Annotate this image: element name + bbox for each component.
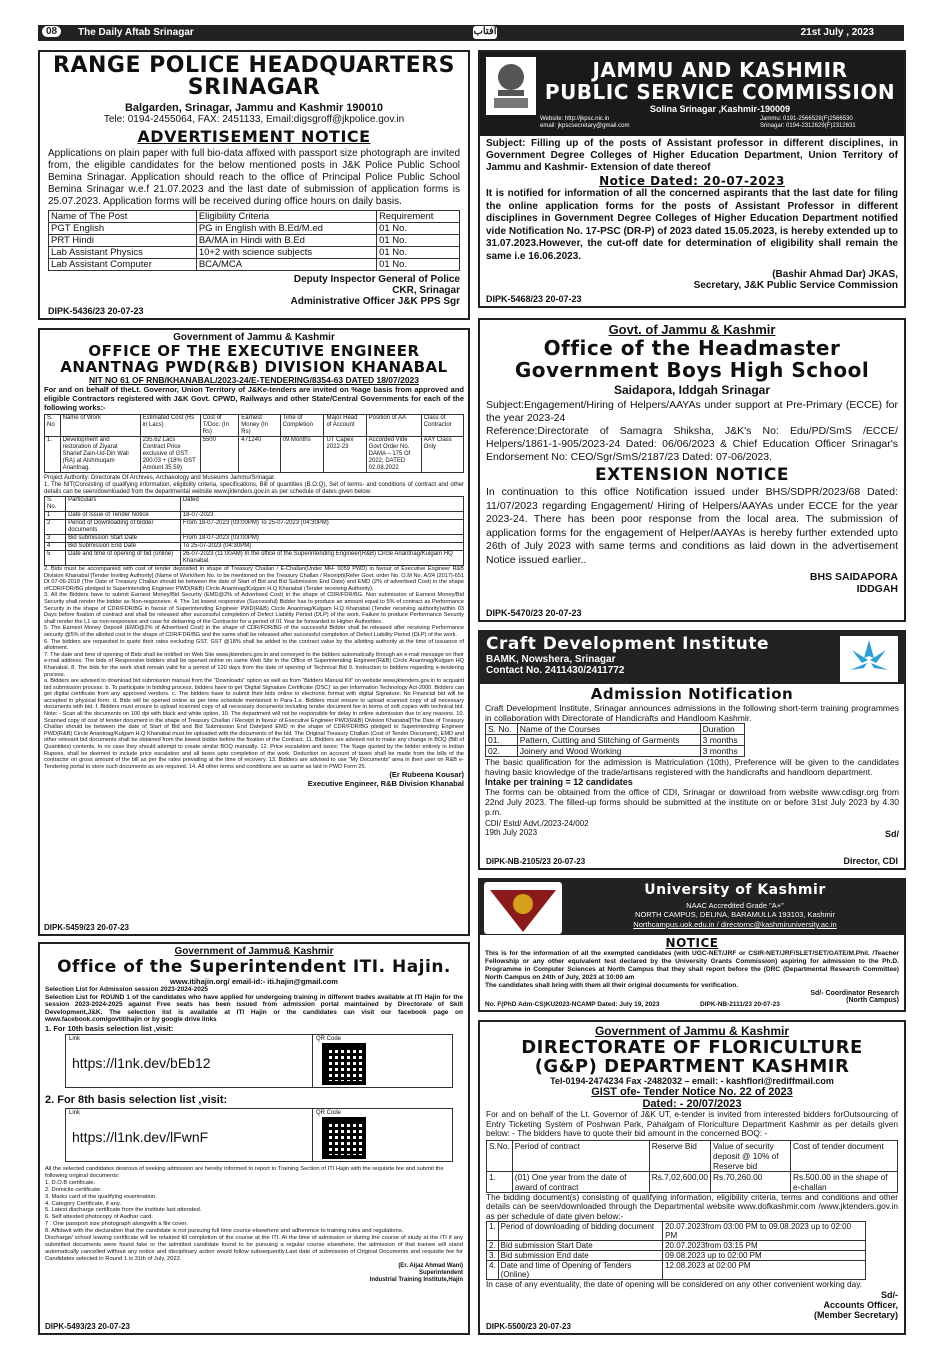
table-cell: Period of Downloading of bidder documents [66,520,181,535]
table-header-cell: S. No [45,415,61,437]
table-row [487,1171,898,1192]
table-row [487,1241,866,1251]
table-cell: 3. [487,1251,499,1261]
table-cell: 3 months [700,746,744,757]
government-line: Govt. of Jammu & Kashmir [608,322,776,337]
table-row [49,235,460,247]
table-header-cell: Position of AA [366,415,421,437]
ad-floriculture [478,1020,906,1335]
table-header-cell: Time of Completion [280,415,324,437]
dipk-ref: DIPK-5493/23 20-07-23 [45,1322,130,1331]
table-header-cell: S. No. [45,497,66,512]
table-header-cell: Cost of tender document [791,1140,898,1171]
ashoka-emblem-icon [486,57,536,115]
table-header-cell: Eligibility Criteria [196,211,376,223]
signatory: Secretary, J&K Public Service Commission [693,280,898,291]
dipk-ref: DIPK-5468/23 20-07-23 [486,294,582,304]
reference-number: CDI/ Estd/ Advt./2023-24/002 [485,819,589,828]
table-cell: From 18-07-2023 (03:00PM) [180,535,463,543]
table-cell: 09.08.2023 up to 02:00 PM [663,1251,866,1261]
ad-title: DIRECTORATE OF FLORICULTURE [521,1037,863,1058]
table-header-cell: Class of Contractor [421,415,463,437]
signatory: Superintendent [418,1269,463,1276]
list-item: 6. Self attested photocopy of Aadhar card. [45,1214,153,1221]
schedule-table [486,1221,866,1280]
section-heading: 1. For 10th basis selection list ,visit: [45,1023,174,1033]
table-cell: 471240 [239,437,280,473]
issue-date: 21st July , 2023 [800,27,874,38]
gist-line: GIST ofe- Tender Notice No. 22 of 2023 [591,1086,793,1098]
table-cell: UT Capex 2022-23 [324,437,366,473]
signatory: (Er Rubeena Kousar) [389,770,464,780]
signatory: BHS SAIDAPORA [809,571,898,583]
table-header-cell: Period of contract [512,1140,649,1171]
table-header-cell: S.No. [487,1140,513,1171]
table-row [45,551,464,566]
phone: Srinagar: 0194-2312629(F)2312631 [760,123,856,129]
table-row [486,746,745,757]
posts-table [48,210,460,271]
table-row [45,512,464,520]
signatory: Director, CDI [843,856,898,866]
qr-code-icon [322,1043,366,1085]
table-cell: 20.07.2023from 03:15 PM [663,1241,866,1251]
paper-logo: آفتاب [473,26,497,37]
masthead-bar [38,25,904,41]
table-cell: Bid submission Start Date [498,1241,662,1251]
table-cell: 1. [487,1171,513,1192]
signature-mark: Sd/ [884,829,899,839]
nit-clause: 1. The NIT(Consisting of qualifying information, eligibility criteria, specifications, Bill of quantities (B.O.Q), Set of terms- and conditions of contract and other details can be seen/downloaded from the departmental website www.jktenders.gov.in as per schedule of dates given below: [44,482,464,495]
table-cell: To 25-07-2023 (04:30PM) [180,543,463,551]
notice-body: It is notified for information of all the concerned aspirants that the last date for filing the online application forms for the posts of Assistant Professor in different disciplines in Government Degree Colleges of Higher Education Department notified vide Notification No. 17-PSC (DR-P) of 2023 dated 15.05.2023, is hereby extended up to 31.07.2023.However, the cut-off date for determination of eligibility shall remain the same i.e 16.06.2023. [486,188,898,262]
signature-mark: Sd/- [881,1289,898,1300]
ad-title: SRINAGAR [187,75,321,100]
ad-pwd-khanabal [38,328,470,936]
uok-header [480,880,904,935]
list-item: 2. Domicile certificate. [45,1186,102,1193]
signatory: IDDGAH [856,583,898,595]
contact-line: Tele: 0194-2455064, FAX: 2451133, Email:digsgroff@jkpolice.gov.in [103,114,405,125]
table-row [49,247,460,259]
table-cell: Rs.7,02,600.00 [649,1171,710,1192]
table-cell: 01 No. [377,235,460,247]
list-item: 5. Latest discharge certificate from the institute last attended. [45,1207,202,1214]
notice-heading: Admission Notification [590,685,794,703]
ad-title: Government Boys High School [514,358,870,382]
qualification: The basic qualification for the admission is Matriculation (10th), Preference will be given to the candidates having basic knowledge of the trade/artisans registered with the handicrafts and handloom department. [485,757,899,777]
table-header-cell: Name of Work [60,415,140,437]
qr-code-icon [322,1117,366,1159]
qr-label: QR Code [316,1109,342,1116]
government-line: Government of Jammu & Kashmir [173,332,335,343]
dipk-ref: DIPK-5436/23 20-07-23 [48,306,144,316]
dipk-ref: DIPK-NB-2105/23 20-07-23 [486,857,586,866]
table-cell: Lab Assistant Physics [49,247,197,259]
ad-title: Office of the Superintendent ITI. Hajin. [57,957,451,977]
signatory: Sd/- Coordinator Research [810,990,899,997]
table-cell: 1. [487,1222,499,1241]
table-row [486,735,745,746]
notice-heading: ADVERTISEMENT NOTICE [137,127,371,146]
phone: Jammu: 0191-2566528(F)2566530 [760,116,853,122]
table-header-cell: Dated [180,497,463,512]
notice-heading: EXTENSION NOTICE [594,465,789,485]
ad-craft-development-institute [478,630,906,870]
accreditation: NAAC Accredited Grade "A+" [686,901,784,910]
table-cell: 26-07-2023 (11:00AM) In the office of the Superintending Engineer(R&B) Circle Anantnag/Kulgam HQ Khanabal. [180,551,463,566]
list-item: 7 . One passport size photograph alongwith a file cover. [45,1221,188,1228]
table-header-cell: Value of security deposit @ 10% of Reserve bid [711,1140,791,1171]
notice-body: Applications on plain paper with full bio-data affixed with passport size photograph are invited from, the eligible candidates for the below mentioned posts in J&K Police Public School Bemina Srinagar. Application should reach to the office of Principal Police Public School Bemina Srinagar w.e.f 21.07.2023 and the last date of submission of application forms is 25.07.2023. Application forms will be received during office hours on daily basis. [48,148,460,207]
table-cell: Rs.500.00 in the shape of e-challan [791,1171,898,1192]
table-header-cell: Name of the Courses [517,724,700,735]
signatory: Deputy Inspector General of Police [293,274,460,285]
eventuality-note: In case of any eventuality, the date of opening will be considered on any other convenient working day. [486,1279,863,1289]
table-header-row [487,1140,898,1171]
cdi-header [480,632,904,684]
ad-title: JAMMU AND KASHMIR [592,58,848,82]
selection-list-link-10th[interactable]: https://l1nk.dev/bEb12 [72,1054,211,1071]
courses-table [485,723,745,757]
notice-heading: NOTICE [665,936,719,950]
intro: Craft Development Institute, Srinagar announces admissions in the following short-term training programmes in collaboration with Directorate of Handicrafts and Handloom Kashmir. [485,703,899,723]
ad-title: University of Kashmir [644,882,826,898]
table-header-cell: Particulars [66,497,181,512]
table-header-cell: S. No. [486,724,518,735]
ad-iti-hajin [38,942,470,1335]
table-cell: Date of Issue of Tender Notice [66,512,181,520]
table-header-row [45,415,464,437]
link-label: Link [69,1035,81,1042]
notice-date: Dated: - 20/07/2023 [642,1098,742,1110]
address: Solina Srinagar ,Kashmir-190009 [649,104,791,114]
selection-list-link-8th[interactable]: https://l1nk.dev/lFwnF [72,1128,209,1145]
dipk-ref: DIPK-5459/23 20-07-23 [44,923,129,932]
forms-info: The forms can be obtained from the office of CDI, Srinagar or download from website www.cdisgr.org from 22nd July 2023. The filled-up forms should be submitted at the institute on or before 31st July 2023 by 4.30 p.m. [485,787,899,817]
intake: Intake per training = 12 candidates [485,777,633,787]
table-header-cell: Name of The Post [49,211,197,223]
date: 19th July 2023 [485,828,538,837]
table-header-cell: Estimated Cost (Rs in Lacs) [140,415,200,437]
university-crest-icon [484,882,562,934]
section-heading: 2. For 8th basis selection list ,visit: [45,1093,228,1106]
table-header-row [486,724,745,735]
ad-range-police [38,50,470,320]
table-cell: Bid submission Start Date [66,535,181,543]
table-cell: Bid Submission End Date [66,543,181,551]
list-item: 4. Category Certificate, if any. [45,1200,121,1207]
notice-body: In continuation to this office Notification issued under BHS/SDPR/2023/68 Dated: 11/07/2023 regarding Engagement/ Hiring of Helpers/AAYAs under ECCE for the year 2023-24. There has been poor response from the local area. The submission of application forms for the engagement of Helper/AAYAs is hereby further extended upto 26th of July 2023 with same terms and conditions as laid down in the advertisement Notice issued earlier.. [486,486,898,566]
table-cell: 01 No. [377,247,460,259]
government-line: Government of Jammu& Kashmir [174,946,334,957]
ad-title: PUBLIC SERVICE COMMISSION [544,80,896,104]
table-header-cell: Duration [700,724,744,735]
table-cell: Lab Assistant Computer [49,259,197,271]
jkpsc-header [480,52,904,136]
table-cell: 01 No. [377,259,460,271]
works-table [44,414,464,473]
ad-title: RANGE POLICE HEADQUARTERS [53,53,455,78]
table-cell: 01. [486,735,518,746]
table-cell: 5500 [200,437,239,473]
signatory: CKR, Srinagar [392,285,460,296]
table-cell: 5 [45,551,66,566]
list-item: 1. D.O.B certificate. [45,1179,96,1186]
signatory: (Er. Aijaz Ahmad Wani) [398,1262,463,1269]
table-row [45,535,464,543]
table-cell: BA/MA in Hindi with B.Ed [196,235,376,247]
intro: Selection List for Admission session 2023-2024-2025 Selection List for ROUND 1 of the candidates who have applied for undergoing training in different trades available at ITI Hajin for the session 2023-2024-2025 against Free seats has been issued from admission portal maintained by Directorate of Skill Development,J&K. The selection list is available at ITI Hajin or the candidates can visit our facebook page on www.facebook.com/govtitihajin or by google drive links [45,986,463,1024]
table-row [487,1261,866,1280]
ad-university-of-kashmir [478,878,906,1012]
table-row [487,1222,866,1241]
reference: Reference:Directorate of Samagra Shiksha, J&K's No: Edu/PD/SmS /ECCE/ Helpers/1861-1-905/2023-24 Dated: 06/06/2023 & Chief Education Officer Srinagar's Endorsement No: CEO/Sgr/SmS/2187/23 Dated: 07-06/2023. [486,425,898,463]
address: BAMK, Nowshera, Srinagar [486,654,616,665]
table-header-cell: Earnest Money (In Rs) [239,415,280,437]
table-header-cell: Reserve Bid [649,1140,710,1171]
table-cell: 2 [45,520,66,535]
signatory: (Member Secretary) [813,1309,898,1320]
table-row [45,543,464,551]
government-line: Government of Jammu & Kashmir [594,1024,790,1038]
notice-date: Notice Dated: 20-07-2023 [599,174,785,188]
contact-line: www.itihajin.org/ email-id:- iti.hajin@gmail.com [170,977,338,986]
intro: For and on behalf of the Lt. Governor of J&K UT, e-tender is invited from interested bidders forOutsourcing of Entry Ticketing System of Poshwan Park, Pahalgam of Floriculture Department Kashmir as per details given below: - The bidders have to quote their bid amount in the concerned BOQ: - [486,1109,898,1138]
table-cell: PG in English with B.Ed/M.ed [196,223,376,235]
documents-intro: All the selected candidates desirous of seeking admission are hereby informed to report to Training Section of ITI Hajin with the requisite fee and submit the following original documents: [45,1165,444,1179]
table-row [45,437,464,473]
document-list [45,1180,463,1235]
signatory: Administrative Officer J&K PPS Sgr [290,296,460,307]
table-row [49,259,460,271]
paper-name: The Daily Aftab Srinagar [78,27,194,38]
contact-line: Tel-0194-2474234 Fax -2482032 – email: - kashflori@rediffmail.com [550,1076,834,1086]
terms-and-conditions: 2. Bids must be accompanied with cost of tender deposited in shape of Treasury Challan / E-Challan(Under MH- 0059 PWD) in favour of Executive Engineer R&B Division Khanabal [Tender Inviting Authority] (Name of Work/Item No. to be mentioned on the Treasury Challan / Receipt)(Refer Govt. order No. O.M No. A/24 (2017)-651 Dt 07-06-2018 (The Date of Treasury Challan should be between the date of Start of Bid and Bid Submission End Date) and EMD (2% of advertised Cost) in the shape ofCDR/FDR/BG pledged to Superintending Engineer PWD(R&B) Circle Anantnag/Kulgam H.Q Khanabal (Tender receiving Authority). 3. All the Bidders have to submit Earnest Money/Bid Security (EMD@2% of Advertised Cost) in the shape of CDR/FDR/BG. Non submission of Earnest Money/Bid Security shall render the bidder as Non-responsive. 4. The 1st lowest responsive (Successful) Bidder has to produce an amount equal to 5% of contract as Performance Security in the shape of CDR/FDR/BG in favour of Superintending Engineer PWD(R&B) Circle Anantnag/Kulgam H.Q Khanabal (Tender receiving authority)within 03 Days before fixation of contract and shall be released after successful completion of Defect Liability Period (DLP) of the work. Failure to produce Performance Security shall render the L1 as non-responsive and case for debarring of the Contractor for a period of 01 Year be forwarded to Higher Authorities. 5. The Earnest Money Deposit (EMD@2% of Advertised Cost) in the shape of CDR/FDR/BG of the successful Bidder shall be released after receiving Performance security @5% of the allotted cost in the shape of CDR/FDR/BG and the same shall be released after successful completion of Defect Liability Period (DLP) of the work. 6. The bidders are requested to quote their rates excluding GST. GST @18% shall be added to the contract value by the allotting authority at the time of issuance of allotment. 7. The date and time of opening of Bids shall be notified on Web Site www.jktenders.gov.in and conveyed to the bidders automatically through an e-mail message on their e-mail address. The bids of Responsive bidders shall be opened online on same Web Site in the Office of Superintending Engineer(R&B) Circle Anantnag/Kulgam HQ Khanabal. 8. The bids for the work shall remain valid for a period of 120 days from the date of opening of Technical Bid 9. Instruction to bidders regarding e-tendering process. a. Bidders are advised to download bid submission manual from the “Downloads” option as well as from “Bidders Manual Kit” on website www.jktenders.gov.in to acquaint bid submission process. b. To participate in bidding process, bidders have to get ‘Digital Signature Certificate (DSC)’ as per Information Technology Act-2000. Bidders can get digital certificate from any approved vendors. c. The bidders have to submit their bids online in electronic format with digital Signature. No Financial bid will be accepted in physical form. d. Bids will be opened online as per time schedule mentioned in Para-1.e. Bidders must ensure to upload scanned copy of all necessary documents with bid. f. Bidders must ensure to upload scanned copy of all necessary documents including tender document fee in terms of soft copies with technical bid. Note: - Scan all the documents on 100 dpi with black and white option. 10. The department will not be responsible for delay in online submission due to any reasons. 10. Scanned copy of cost of tender document in the shape of Treasury Challan / Receipt in favour of Executive Engineer PWD(R&B) Division Khanabal[The Date of Treasury Challan should be between the date of Start of Bid and Bid Submission End Date]and EMD in the shape of CDR/FDR/BG pledged to Superintending Engineer PWD(R&B) Circle Anantnag/Kulgam H.Q Khanabal must be uploaded with the documents of the bid. The Original Treasury Challan (Cost of Tender Document), EMD and other relevant bid documents shall be obtained from the lowest bidder before the fixation of the Contract. 11. Bidders are advised not to make any change in BOQ (Bill of Quantities) contents. In no case they should attempt to create similar BOQ manually. 12. Price escalation and taxes: The %age quoted by the bidder entirely in Indian Rupees, shall be deemed to include price escalation and all taxes upto completion of the work. Deduction on account of taxes shall be made from the bills of the contractor on gross amount of the bill as per the rates prevailing at the time of recovery. 13. Bidders are advised to use “My Documents” area in their user on R&B e-Tendering portal to store such documents as are required. 14. All other terms and conditions are as same as laid in PWD Form 25. [44,566,464,770]
signatory: Accounts Officer, [823,1299,898,1310]
table-cell: From 18-07-2023 (03:00PM) To 25-07-2023 (04:30PM) [180,520,463,535]
table-cell: 02. [486,746,518,757]
subject: Subject:Engagement/Hiring of Helpers/AAYAs under support at Pre-Primary (ECCE) for the year 2023-24 [486,399,898,424]
table-cell: 01 No. [377,223,460,235]
link-box-1 [65,1034,453,1088]
table-cell: Development and restoration of Ziyarat Sharief Zain-Ud-Din Wali (RA) at Aishmuqam Anantnag. [60,437,140,473]
ad-title: Office of the Headmaster [543,336,841,360]
cdi-logo-icon [840,636,898,682]
table-cell: Date and time of opening of bid (online) [66,551,181,566]
table-cell: 18-07-2023 [180,512,463,520]
tender-table [486,1140,898,1193]
table-cell: 3 [45,535,66,543]
signatory: Executive Engineer, R&B Division Khanabal [307,779,464,789]
dipk-ref: DIPK-NB-2111/23 20-07-23 [700,1001,780,1008]
address: Balgarden, Srinagar, Jammu and Kashmir 190010 [124,102,383,114]
table-cell: Date and time of Opening of Tenders (Online) [498,1261,662,1280]
table-cell: 3 months [700,735,744,746]
signatory: (Bashir Ahmad Dar) JKAS, [772,269,898,280]
closing-note: Discharge/ school leaving certificate will be retained till completion of the course at the ITI. At the time of admission or during the course of study at the ITI if any submitted documents were found fake or the admitted candidate found to be pursuing a regular course elsewhere, the admission of that trainee will stand automatically cancelled without any notice and disciplinary action would follow subsequently.Last date of submission of Original Documents and requisite fee for Candidates selected in Round 1 is 31th of July, 2022. [45,1235,463,1262]
table-cell: 4 [45,543,66,551]
link-label: Link [69,1109,81,1116]
table-cell: Pattern, Cutting and Stitching of Garments [517,735,700,746]
table-row [487,1251,866,1261]
table-cell: PRT Hindi [49,235,197,247]
list-item: 8. Affidavit with the declaration that the candidate is not pursuing full time course elsewhere and adherence to training rules and regulations. [45,1228,404,1235]
table-cell: 09 Months [280,437,324,473]
table-cell: Accorded Vide Govt Order No. DAMA – 175 Of 2022, DATED 02.08.2022 [366,437,421,473]
address: Saidapora, Iddgah Srinagar [613,383,771,397]
table-header-cell: Major Head of Account [324,415,366,437]
qr-label: QR Code [316,1035,342,1042]
website: Website: http://jkpsc.nic.in [540,116,610,122]
table-cell: Period of downloading of bidding document [498,1222,662,1241]
table-cell: 1. [45,437,61,473]
ad-title: ANANTNAG PWD(R&B) DIVISION KHANABAL [60,358,448,376]
email: email: jkpscsecretary@gmail.com [540,123,630,129]
ad-title: (G&P) DEPARTMENT KASHMIR [534,1056,850,1077]
signatory: Industrial Training Institute,Hajin [369,1276,463,1283]
table-header-cell: Requirement [377,211,460,223]
link-box-2 [65,1108,453,1162]
table-header-row [49,211,460,223]
table-cell: 1 [45,512,66,520]
contact-line: Northcampus.uok.edu.in / directornc@kashmiruniversity.ac.in [633,920,837,929]
table-cell: AAY Class Only [421,437,463,473]
dipk-ref: DIPK-5500/23 20-07-23 [486,1322,571,1331]
bidding-info: The bidding document(s) consisting of qualifying information, eligibility criteria, terms and conditions and other details can be seen/downloaded through the Departmental website www.dofkashmir.com /www.jktenders.gov.in as per schedule of date given below:- [486,1191,898,1221]
table-cell: BCA/MCA [196,259,376,271]
ad-jkpsc [478,50,906,308]
table-row [49,223,460,235]
table-cell: 20.07.2023from 03:00 PM to 09.08.2023 up to 02:00 PM [663,1222,866,1241]
project-authority: Project Authority: Directorate Of Archives, Archaeology and Museums Jammu/Srinagar. [44,475,276,481]
table-cell: (01) One year from the date of award of contract [512,1171,649,1192]
contact-line: Contact No. 2411430/2411772 [486,665,625,676]
ad-title: Craft Development Institute [486,634,769,654]
table-cell: Rs.70,260.00 [711,1171,791,1192]
schedule-table [44,496,464,566]
ad-gbhs-saidapora [478,318,906,622]
table-cell: 235.62 Lacs Contract Price exclusive of GST: 200.03 + (18% GST Amount 35.59) [140,437,200,473]
signatory: (North Campus) [846,997,899,1004]
subject: Subject: Filling up of the posts of Assistant professor in different disciplines, in Government Degree Colleges of Higher Education Department, Union Territory of Jammu and Kashmir- Extension of date thereof [486,138,898,173]
notice-body: This is for the information of all the exempted candidates (with UGC-NET/JRF or CSIR-NET/JRF/SLET/SET/GATE/M.Phil. /Teacher Fellowship or any other equivalent test declared by the University Grants Commission) aspiring for admission to the Ph.D. Programme in Computer Sciences at North Campus that they shall report before the (DRC (Departmental Research Committee) North Campus on 24th of July, 2023 at 10:00 am The candidates shall bring with them all their original documents for verification. [485,950,899,989]
intro: For and on behalf of theLt. Governor, Union Territory of J&Ke-tenders are invited on %age basis from approved and eligible Contractors registered with J&K Govt. CPWD, Railways and other State/Central Governments for each of the following works:- [44,385,464,412]
address: NORTH CAMPUS, DELINA, BARAMULLA 193103, Kashmir [635,910,835,919]
table-cell: PGT English [49,223,197,235]
table-cell: Joinery and Wood Working [517,746,700,757]
table-cell: 10+2 with science subjects [196,247,376,259]
ad-title: OFFICE OF THE EXECUTIVE ENGINEER [88,342,420,360]
table-header-cell: Cost of T/Doc. (In Rs) [200,415,239,437]
page-number: 08 [42,26,61,37]
table-header-row [45,497,464,512]
list-item: 3. Marks card of the qualifying examination. [45,1193,157,1200]
table-cell: 12.08.2023 at 02:00 PM [663,1261,866,1280]
reference-number: No. F(PhD Adm-CS)KU2023-NCAMP Dated: July 19, 2023 [485,1001,660,1008]
table-cell: 2. [487,1241,499,1251]
table-cell: 4. [487,1261,499,1280]
nit-number: NIT NO 61 OF RNB/KHANABAL/2023-24/E-TENDERING/8354-63 DATED 18/07/2023 [88,375,420,385]
table-row [45,520,464,535]
table-cell: Bid submission End date [498,1251,662,1261]
dipk-ref: DIPK-5470/23 20-07-23 [486,608,582,618]
